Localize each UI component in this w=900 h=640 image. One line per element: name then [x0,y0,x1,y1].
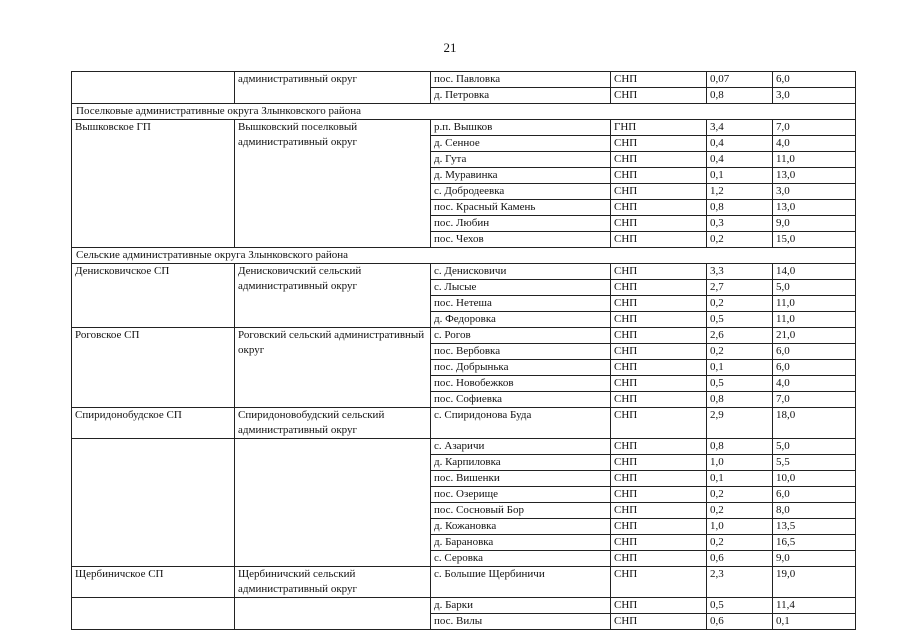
value1-cell: 0,5 [707,598,773,614]
value1-cell: 0,2 [707,487,773,503]
value1-cell: 1,2 [707,184,773,200]
settlement-name-cell: д. Барановка [431,535,611,551]
admin-district-cell [235,598,431,630]
settlement-name-cell: с. Азаричи [431,439,611,455]
value1-cell: 0,4 [707,136,773,152]
value1-cell: 0,6 [707,614,773,630]
category-cell: СНП [611,360,707,376]
category-cell: СНП [611,136,707,152]
settlement-entity-cell: Спиридонобудское СП [72,408,235,439]
table-row [72,598,856,614]
value1-cell: 1,0 [707,455,773,471]
admin-district-cell: административный округ [235,72,431,104]
settlement-name-cell: пос. Нетеша [431,296,611,312]
settlement-name-cell: с. Добродеевка [431,184,611,200]
value1-cell: 0,2 [707,503,773,519]
settlement-name-cell: д. Карпиловка [431,455,611,471]
table-body [72,72,856,630]
settlement-name-cell: с. Денисковичи [431,264,611,280]
value2-cell: 11,4 [773,598,856,614]
category-cell: СНП [611,72,707,88]
value2-cell: 3,0 [773,88,856,104]
category-cell: СНП [611,280,707,296]
category-cell: СНП [611,232,707,248]
category-cell: СНП [611,598,707,614]
category-cell: СНП [611,408,707,439]
category-cell: СНП [611,503,707,519]
value2-cell: 7,0 [773,392,856,408]
admin-district-cell: Денисковичский сельский административный округ [235,264,431,328]
settlements-table [71,71,856,630]
table-row [72,439,856,455]
value1-cell: 0,8 [707,200,773,216]
value1-cell: 1,0 [707,519,773,535]
settlement-entity-cell [72,439,235,567]
value2-cell: 6,0 [773,72,856,88]
value1-cell: 0,1 [707,360,773,376]
value1-cell: 2,9 [707,408,773,439]
category-cell: СНП [611,184,707,200]
settlement-name-cell: пос. Красный Камень [431,200,611,216]
admin-district-cell [235,439,431,567]
value2-cell: 9,0 [773,551,856,567]
settlement-name-cell: р.п. Вышков [431,120,611,136]
value2-cell: 6,0 [773,360,856,376]
value2-cell: 10,0 [773,471,856,487]
value2-cell: 16,5 [773,535,856,551]
settlement-name-cell: пос. Софиевка [431,392,611,408]
category-cell: СНП [611,344,707,360]
category-cell: СНП [611,551,707,567]
value2-cell: 19,0 [773,567,856,598]
settlement-name-cell: с. Лысые [431,280,611,296]
category-cell: СНП [611,200,707,216]
settlement-entity-cell: Щербиничское СП [72,567,235,598]
section-title: Поселковые административные округа Злынковского района [72,104,856,120]
value1-cell: 0,5 [707,312,773,328]
value1-cell: 0,8 [707,392,773,408]
settlement-name-cell: д. Федоровка [431,312,611,328]
value2-cell: 4,0 [773,136,856,152]
section-title: Сельские административные округа Злынковского района [72,248,856,264]
category-cell: СНП [611,216,707,232]
category-cell: СНП [611,439,707,455]
category-cell: СНП [611,88,707,104]
settlement-name-cell: с. Спиридонова Буда [431,408,611,439]
settlement-name-cell: с. Большие Щербиничи [431,567,611,598]
value2-cell: 5,0 [773,439,856,455]
value1-cell: 0,2 [707,296,773,312]
category-cell: СНП [611,168,707,184]
settlement-name-cell: пос. Вишенки [431,471,611,487]
value1-cell: 3,3 [707,264,773,280]
table-row [72,328,856,344]
value1-cell: 2,3 [707,567,773,598]
category-cell: СНП [611,328,707,344]
value1-cell: 0,8 [707,88,773,104]
value1-cell: 3,4 [707,120,773,136]
category-cell: СНП [611,471,707,487]
value1-cell: 0,07 [707,72,773,88]
table-row [72,72,856,88]
table-row [72,567,856,598]
category-cell: ГНП [611,120,707,136]
settlement-entity-cell: Денисковичское СП [72,264,235,328]
value2-cell: 0,1 [773,614,856,630]
value1-cell: 0,8 [707,439,773,455]
value1-cell: 2,6 [707,328,773,344]
value2-cell: 14,0 [773,264,856,280]
category-cell: СНП [611,152,707,168]
value2-cell: 13,0 [773,200,856,216]
section-header-row [72,104,856,120]
settlement-name-cell: пос. Павловка [431,72,611,88]
category-cell: СНП [611,614,707,630]
settlement-name-cell: пос. Чехов [431,232,611,248]
value2-cell: 18,0 [773,408,856,439]
value1-cell: 2,7 [707,280,773,296]
category-cell: СНП [611,392,707,408]
settlement-name-cell: д. Барки [431,598,611,614]
value1-cell: 0,6 [707,551,773,567]
value1-cell: 0,2 [707,535,773,551]
value1-cell: 0,3 [707,216,773,232]
category-cell: СНП [611,376,707,392]
settlement-name-cell: д. Петровка [431,88,611,104]
value2-cell: 13,0 [773,168,856,184]
settlement-name-cell: пос. Сосновый Бор [431,503,611,519]
settlement-name-cell: пос. Озерище [431,487,611,503]
value2-cell: 15,0 [773,232,856,248]
category-cell: СНП [611,296,707,312]
admin-district-cell: Спиридоновобудский сельский административный округ [235,408,431,439]
settlement-name-cell: пос. Вилы [431,614,611,630]
value1-cell: 0,2 [707,344,773,360]
table-row [72,264,856,280]
settlement-entity-cell: Роговское СП [72,328,235,408]
category-cell: СНП [611,264,707,280]
table-row [72,120,856,136]
value2-cell: 7,0 [773,120,856,136]
category-cell: СНП [611,487,707,503]
value1-cell: 0,5 [707,376,773,392]
settlement-name-cell: пос. Добрынька [431,360,611,376]
value2-cell: 21,0 [773,328,856,344]
settlement-name-cell: д. Кожановка [431,519,611,535]
category-cell: СНП [611,535,707,551]
value2-cell: 8,0 [773,503,856,519]
value1-cell: 0,2 [707,232,773,248]
value1-cell: 0,1 [707,471,773,487]
value2-cell: 4,0 [773,376,856,392]
admin-district-cell: Щербиничский сельский административный округ [235,567,431,598]
value2-cell: 11,0 [773,152,856,168]
settlement-name-cell: пос. Любин [431,216,611,232]
category-cell: СНП [611,455,707,471]
admin-district-cell: Роговский сельский административный округ [235,328,431,408]
value2-cell: 9,0 [773,216,856,232]
settlement-name-cell: д. Муравинка [431,168,611,184]
value2-cell: 6,0 [773,344,856,360]
settlement-name-cell: д. Сенное [431,136,611,152]
value1-cell: 0,1 [707,168,773,184]
admin-district-cell: Вышковский поселковый административный округ [235,120,431,248]
value2-cell: 11,0 [773,296,856,312]
settlement-name-cell: пос. Вербовка [431,344,611,360]
table-row [72,408,856,439]
settlement-entity-cell [72,72,235,104]
settlement-name-cell: д. Гута [431,152,611,168]
settlement-name-cell: с. Рогов [431,328,611,344]
category-cell: СНП [611,312,707,328]
value2-cell: 11,0 [773,312,856,328]
category-cell: СНП [611,567,707,598]
settlement-name-cell: пос. Новобежков [431,376,611,392]
page-number: 21 [443,40,457,55]
value2-cell: 6,0 [773,487,856,503]
category-cell: СНП [611,519,707,535]
value2-cell: 5,5 [773,455,856,471]
section-header-row [72,248,856,264]
settlement-entity-cell [72,598,235,630]
value2-cell: 3,0 [773,184,856,200]
value1-cell: 0,4 [707,152,773,168]
value2-cell: 5,0 [773,280,856,296]
settlement-entity-cell: Вышковское ГП [72,120,235,248]
value2-cell: 13,5 [773,519,856,535]
settlement-name-cell: с. Серовка [431,551,611,567]
